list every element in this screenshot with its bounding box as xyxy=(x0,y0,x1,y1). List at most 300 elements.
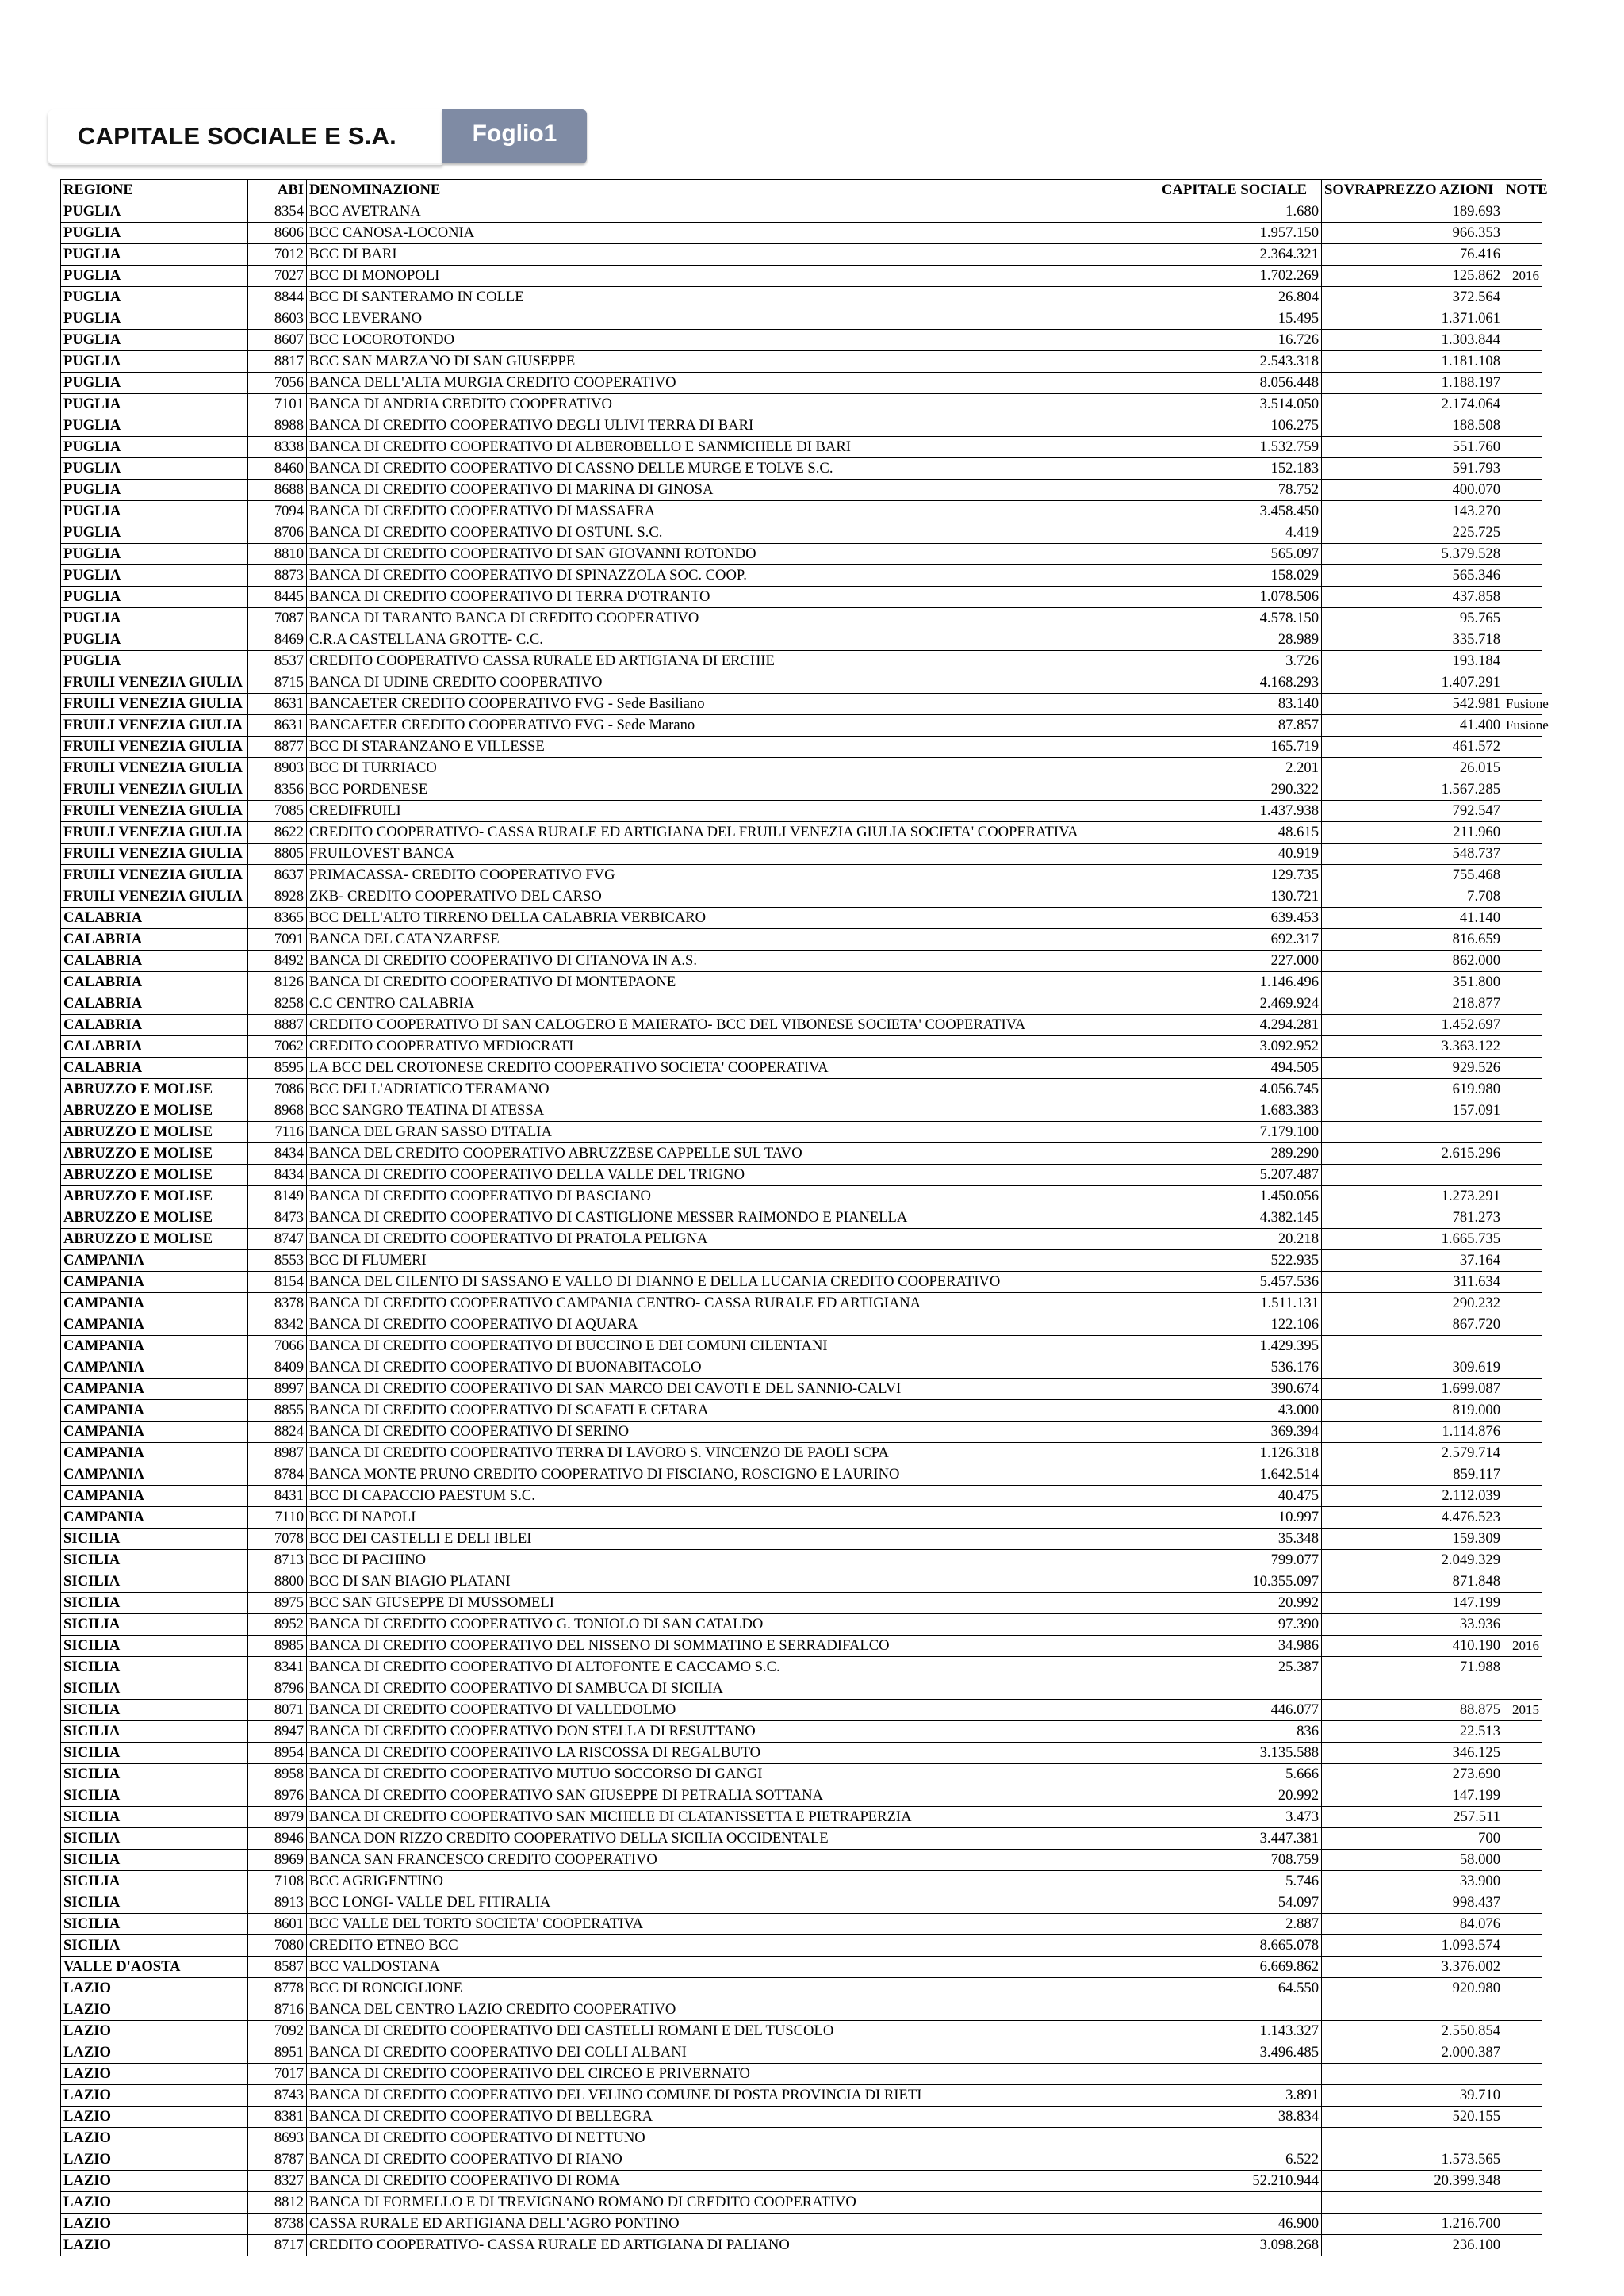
cell-regione: CALABRIA xyxy=(61,1058,248,1079)
cell-note xyxy=(1503,1507,1542,1529)
cell-sovraprezzo-azioni: 236.100 xyxy=(1322,2235,1503,2256)
cell-regione: LAZIO xyxy=(61,2064,248,2085)
table-row xyxy=(61,287,1542,308)
cell-denominazione: BANCA DI CREDITO COOPERATIVO DI ALTOFONTE E CACCAMO S.C. xyxy=(307,1657,1159,1678)
cell-sovraprezzo-azioni xyxy=(1322,2192,1503,2214)
cell-capitale-sociale: 2.364.321 xyxy=(1159,244,1322,266)
cell-note xyxy=(1503,1422,1542,1443)
cell-note xyxy=(1503,1229,1542,1250)
cell-sovraprezzo-azioni: 920.980 xyxy=(1322,1978,1503,1999)
cell-note xyxy=(1503,908,1542,929)
cell-note xyxy=(1503,1529,1542,1550)
table-row xyxy=(61,1250,1542,1272)
cell-sovraprezzo-azioni: 2.112.039 xyxy=(1322,1486,1503,1507)
cell-abi: 8951 xyxy=(248,2042,307,2064)
cell-denominazione: BCC VALDOSTANA xyxy=(307,1957,1159,1978)
cell-regione: CAMPANIA xyxy=(61,1336,248,1357)
cell-denominazione: C.R.A CASTELLANA GROTTE- C.C. xyxy=(307,629,1159,651)
cell-abi: 8979 xyxy=(248,1807,307,1828)
cell-note xyxy=(1503,1935,1542,1957)
cell-denominazione: BANCA DI TARANTO BANCA DI CREDITO COOPERATIVO xyxy=(307,608,1159,629)
cell-regione: FRUILI VENEZIA GIULIA xyxy=(61,865,248,886)
cell-capitale-sociale: 46.900 xyxy=(1159,2214,1322,2235)
cell-denominazione: BANCA DI CREDITO COOPERATIVO DI BUCCINO E DEI COMUNI CILENTANI xyxy=(307,1336,1159,1357)
cell-regione: PUGLIA xyxy=(61,480,248,501)
cell-capitale-sociale: 1.437.938 xyxy=(1159,801,1322,822)
cell-abi: 7086 xyxy=(248,1079,307,1100)
cell-abi: 7094 xyxy=(248,501,307,522)
cell-capitale-sociale: 40.475 xyxy=(1159,1486,1322,1507)
table-row xyxy=(61,2064,1542,2085)
cell-note xyxy=(1503,587,1542,608)
cell-sovraprezzo-azioni xyxy=(1322,1122,1503,1143)
cell-sovraprezzo-azioni: 4.476.523 xyxy=(1322,1507,1503,1529)
cell-sovraprezzo-azioni: 3.376.002 xyxy=(1322,1957,1503,1978)
cell-denominazione: BCC DI SANTERAMO IN COLLE xyxy=(307,287,1159,308)
cell-note xyxy=(1503,993,1542,1015)
cell-sovraprezzo-azioni: 257.511 xyxy=(1322,1807,1503,1828)
cell-regione: SICILIA xyxy=(61,1892,248,1914)
cell-regione: PUGLIA xyxy=(61,330,248,351)
cell-denominazione: BANCA DI CREDITO COOPERATIVO DI ALBEROBELLO E SANMICHELE DI BARI xyxy=(307,437,1159,458)
cell-capitale-sociale: 48.615 xyxy=(1159,822,1322,844)
cell-note xyxy=(1503,2128,1542,2149)
table-row xyxy=(61,544,1542,565)
cell-capitale-sociale: 708.759 xyxy=(1159,1850,1322,1871)
cell-denominazione: BANCA DI CREDITO COOPERATIVO DI SAN MARCO DEI CAVOTI E DEL SANNIO-CALVI xyxy=(307,1379,1159,1400)
cell-denominazione: PRIMACASSA- CREDITO COOPERATIVO FVG xyxy=(307,865,1159,886)
cell-sovraprezzo-azioni: 5.379.528 xyxy=(1322,544,1503,565)
cell-abi: 8537 xyxy=(248,651,307,672)
cell-regione: SICILIA xyxy=(61,1743,248,1764)
cell-sovraprezzo-azioni: 1.371.061 xyxy=(1322,308,1503,330)
cell-regione: CAMPANIA xyxy=(61,1486,248,1507)
cell-capitale-sociale: 1.642.514 xyxy=(1159,1464,1322,1486)
cell-abi: 8434 xyxy=(248,1165,307,1186)
cell-sovraprezzo-azioni: 84.076 xyxy=(1322,1914,1503,1935)
cell-abi: 8381 xyxy=(248,2107,307,2128)
table-row xyxy=(61,993,1542,1015)
cell-note xyxy=(1503,394,1542,415)
cell-capitale-sociale: 289.290 xyxy=(1159,1143,1322,1165)
cell-note xyxy=(1503,2171,1542,2192)
cell-sovraprezzo-azioni: 551.760 xyxy=(1322,437,1503,458)
cell-regione: FRUILI VENEZIA GIULIA xyxy=(61,844,248,865)
table-row xyxy=(61,2042,1542,2064)
cell-denominazione: BCC DI RONCIGLIONE xyxy=(307,1978,1159,1999)
table-row xyxy=(61,1015,1542,1036)
table-row xyxy=(61,1293,1542,1314)
cell-capitale-sociale: 38.834 xyxy=(1159,2107,1322,2128)
cell-sovraprezzo-azioni: 3.363.122 xyxy=(1322,1036,1503,1058)
cell-abi: 8946 xyxy=(248,1828,307,1850)
cell-regione: CAMPANIA xyxy=(61,1422,248,1443)
cell-sovraprezzo-azioni: 1.303.844 xyxy=(1322,330,1503,351)
cell-note xyxy=(1503,1914,1542,1935)
table-row xyxy=(61,1079,1542,1100)
cell-capitale-sociale: 43.000 xyxy=(1159,1400,1322,1422)
cell-note xyxy=(1503,779,1542,801)
table-row xyxy=(61,1871,1542,1892)
cell-denominazione: BANCA DELL'ALTA MURGIA CREDITO COOPERATIVO xyxy=(307,373,1159,394)
cell-sovraprezzo-azioni: 1.573.565 xyxy=(1322,2149,1503,2171)
table-row xyxy=(61,1978,1542,1999)
cell-note xyxy=(1503,201,1542,223)
cell-sovraprezzo-azioni: 159.309 xyxy=(1322,1529,1503,1550)
cell-capitale-sociale: 290.322 xyxy=(1159,779,1322,801)
table-row xyxy=(61,1593,1542,1614)
table-row xyxy=(61,266,1542,287)
table-row xyxy=(61,1764,1542,1785)
table-row xyxy=(61,201,1542,223)
cell-sovraprezzo-azioni: 2.000.387 xyxy=(1322,2042,1503,2064)
cell-sovraprezzo-azioni: 1.216.700 xyxy=(1322,2214,1503,2235)
table-row xyxy=(61,801,1542,822)
cell-capitale-sociale: 20.218 xyxy=(1159,1229,1322,1250)
cell-denominazione: BANCA DI CREDITO COOPERATIVO CAMPANIA CENTRO- CASSA RURALE ED ARTIGIANA xyxy=(307,1293,1159,1314)
cell-regione: PUGLIA xyxy=(61,201,248,223)
cell-sovraprezzo-azioni: 88.875 xyxy=(1322,1700,1503,1721)
cell-sovraprezzo-azioni: 20.399.348 xyxy=(1322,2171,1503,2192)
cell-abi: 8693 xyxy=(248,2128,307,2149)
cell-sovraprezzo-azioni: 58.000 xyxy=(1322,1850,1503,1871)
cell-regione: CAMPANIA xyxy=(61,1443,248,1464)
cell-abi: 8824 xyxy=(248,1422,307,1443)
cell-capitale-sociale: 26.804 xyxy=(1159,287,1322,308)
cell-denominazione: BCC CANOSA-LOCONIA xyxy=(307,223,1159,244)
cell-regione: CALABRIA xyxy=(61,1015,248,1036)
cell-denominazione: LA BCC DEL CROTONESE CREDITO COOPERATIVO SOCIETA' COOPERATIVA xyxy=(307,1058,1159,1079)
cell-regione: SICILIA xyxy=(61,1550,248,1571)
cell-capitale-sociale: 522.935 xyxy=(1159,1250,1322,1272)
table-header-row xyxy=(61,180,1542,201)
cell-denominazione: BCC DELL'ALTO TIRRENO DELLA CALABRIA VERBICARO xyxy=(307,908,1159,929)
cell-note xyxy=(1503,1293,1542,1314)
cell-regione: PUGLIA xyxy=(61,266,248,287)
cell-sovraprezzo-azioni: 95.765 xyxy=(1322,608,1503,629)
cell-regione: CAMPANIA xyxy=(61,1314,248,1336)
cell-capitale-sociale: 6.669.862 xyxy=(1159,1957,1322,1978)
table-row xyxy=(61,2085,1542,2107)
cell-note xyxy=(1503,1058,1542,1079)
cell-abi: 8844 xyxy=(248,287,307,308)
cell-denominazione: BANCA DI CREDITO COOPERATIVO DEL NISSENO DI SOMMATINO E SERRADIFALCO xyxy=(307,1636,1159,1657)
cell-sovraprezzo-azioni: 1.181.108 xyxy=(1322,351,1503,373)
cell-sovraprezzo-azioni: 26.015 xyxy=(1322,758,1503,779)
cell-regione: FRUILI VENEZIA GIULIA xyxy=(61,694,248,715)
cell-sovraprezzo-azioni: 346.125 xyxy=(1322,1743,1503,1764)
cell-denominazione: BANCA MONTE PRUNO CREDITO COOPERATIVO DI FISCIANO, ROSCIGNO E LAURINO xyxy=(307,1464,1159,1486)
cell-note xyxy=(1503,1036,1542,1058)
cell-capitale-sociale: 3.891 xyxy=(1159,2085,1322,2107)
cell-sovraprezzo-azioni: 1.452.697 xyxy=(1322,1015,1503,1036)
cell-sovraprezzo-azioni: 33.900 xyxy=(1322,1871,1503,1892)
cell-regione: LAZIO xyxy=(61,2128,248,2149)
cell-capitale-sociale: 122.106 xyxy=(1159,1314,1322,1336)
cell-note xyxy=(1503,1593,1542,1614)
cell-capitale-sociale: 40.919 xyxy=(1159,844,1322,865)
cell-capitale-sociale: 28.989 xyxy=(1159,629,1322,651)
table-row xyxy=(61,308,1542,330)
cell-abi: 8747 xyxy=(248,1229,307,1250)
table-row xyxy=(61,1336,1542,1357)
cell-capitale-sociale: 2.887 xyxy=(1159,1914,1322,1935)
cell-note xyxy=(1503,1272,1542,1293)
cell-sovraprezzo-azioni: 273.690 xyxy=(1322,1764,1503,1785)
cell-note xyxy=(1503,1550,1542,1571)
cell-capitale-sociale: 3.447.381 xyxy=(1159,1828,1322,1850)
cell-capitale-sociale: 1.450.056 xyxy=(1159,1186,1322,1207)
cell-denominazione: BCC LONGI- VALLE DEL FITIRALIA xyxy=(307,1892,1159,1914)
cell-capitale-sociale: 52.210.944 xyxy=(1159,2171,1322,2192)
cell-denominazione: BANCA DI CREDITO COOPERATIVO DI MARINA DI GINOSA xyxy=(307,480,1159,501)
cell-sovraprezzo-azioni: 929.526 xyxy=(1322,1058,1503,1079)
cell-abi: 8715 xyxy=(248,672,307,694)
cell-sovraprezzo-azioni xyxy=(1322,1165,1503,1186)
cell-regione: FRUILI VENEZIA GIULIA xyxy=(61,822,248,844)
cell-sovraprezzo-azioni: 2.049.329 xyxy=(1322,1550,1503,1571)
cell-sovraprezzo-azioni: 1.665.735 xyxy=(1322,1229,1503,1250)
cell-abi: 8877 xyxy=(248,737,307,758)
table-row xyxy=(61,1657,1542,1678)
cell-note xyxy=(1503,672,1542,694)
table-row xyxy=(61,629,1542,651)
table-row xyxy=(61,1357,1542,1379)
cell-regione: PUGLIA xyxy=(61,415,248,437)
cell-note xyxy=(1503,1250,1542,1272)
cell-abi: 8338 xyxy=(248,437,307,458)
cell-sovraprezzo-azioni: 1.093.574 xyxy=(1322,1935,1503,1957)
cell-abi: 7012 xyxy=(248,244,307,266)
cell-regione: SICILIA xyxy=(61,1935,248,1957)
cell-regione: LAZIO xyxy=(61,2149,248,2171)
cell-abi: 8987 xyxy=(248,1443,307,1464)
cell-regione: PUGLIA xyxy=(61,501,248,522)
cell-capitale-sociale: 565.097 xyxy=(1159,544,1322,565)
cell-denominazione: BCC LOCOROTONDO xyxy=(307,330,1159,351)
table-row xyxy=(61,1229,1542,1250)
cell-regione: LAZIO xyxy=(61,2171,248,2192)
cell-note xyxy=(1503,737,1542,758)
table-row xyxy=(61,330,1542,351)
cell-sovraprezzo-azioni: 372.564 xyxy=(1322,287,1503,308)
cell-regione: PUGLIA xyxy=(61,373,248,394)
cell-regione: PUGLIA xyxy=(61,223,248,244)
cell-regione: SICILIA xyxy=(61,1807,248,1828)
cell-regione: VALLE D'AOSTA xyxy=(61,1957,248,1978)
cell-note: 2016 xyxy=(1503,1636,1542,1657)
cell-note xyxy=(1503,2042,1542,2064)
cell-capitale-sociale: 836 xyxy=(1159,1721,1322,1743)
table-row xyxy=(61,1614,1542,1636)
cell-sovraprezzo-azioni: 218.877 xyxy=(1322,993,1503,1015)
cell-note xyxy=(1503,415,1542,437)
cell-sovraprezzo-azioni: 867.720 xyxy=(1322,1314,1503,1336)
cell-note xyxy=(1503,2107,1542,2128)
cell-regione: CAMPANIA xyxy=(61,1293,248,1314)
cell-note: 2016 xyxy=(1503,266,1542,287)
cell-denominazione: BCC DEI CASTELLI E DELI IBLEI xyxy=(307,1529,1159,1550)
cell-regione: LAZIO xyxy=(61,2235,248,2256)
cell-regione: FRUILI VENEZIA GIULIA xyxy=(61,758,248,779)
column-header-regione: REGIONE xyxy=(61,180,248,201)
cell-capitale-sociale: 3.458.450 xyxy=(1159,501,1322,522)
cell-capitale-sociale: 1.957.150 xyxy=(1159,223,1322,244)
cell-note xyxy=(1503,373,1542,394)
cell-denominazione: BANCA DI CREDITO COOPERATIVO DI SAN GIOVANNI ROTONDO xyxy=(307,544,1159,565)
cell-sovraprezzo-azioni: 1.407.291 xyxy=(1322,672,1503,694)
cell-capitale-sociale: 1.078.506 xyxy=(1159,587,1322,608)
cell-regione: SICILIA xyxy=(61,1614,248,1636)
cell-abi: 8887 xyxy=(248,1015,307,1036)
cell-sovraprezzo-azioni: 1.273.291 xyxy=(1322,1186,1503,1207)
cell-denominazione: BANCA DI CREDITO COOPERATIVO DI SERINO xyxy=(307,1422,1159,1443)
cell-regione: PUGLIA xyxy=(61,458,248,480)
table-row xyxy=(61,608,1542,629)
cell-regione: FRUILI VENEZIA GIULIA xyxy=(61,672,248,694)
cell-sovraprezzo-azioni: 1.699.087 xyxy=(1322,1379,1503,1400)
cell-note xyxy=(1503,1614,1542,1636)
table-row xyxy=(61,972,1542,993)
cell-regione: ABRUZZO E MOLISE xyxy=(61,1165,248,1186)
cell-sovraprezzo-azioni: 335.718 xyxy=(1322,629,1503,651)
cell-sovraprezzo-azioni xyxy=(1322,2064,1503,2085)
cell-note xyxy=(1503,2064,1542,2085)
cell-regione: PUGLIA xyxy=(61,587,248,608)
cell-note xyxy=(1503,1871,1542,1892)
cell-denominazione: BANCA DI CREDITO COOPERATIVO LA RISCOSSA DI REGALBUTO xyxy=(307,1743,1159,1764)
cell-capitale-sociale: 1.143.327 xyxy=(1159,2021,1322,2042)
cell-capitale-sociale: 54.097 xyxy=(1159,1892,1322,1914)
cell-denominazione: BANCA DI CREDITO COOPERATIVO DI SCAFATI E CETARA xyxy=(307,1400,1159,1422)
cell-denominazione: BANCA DI CREDITO COOPERATIVO SAN MICHELE DI CLATANISSETTA E PIETRAPERZIA xyxy=(307,1807,1159,1828)
cell-note xyxy=(1503,1464,1542,1486)
cell-denominazione: CREDITO COOPERATIVO DI SAN CALOGERO E MAIERATO- BCC DEL VIBONESE SOCIETA' COOPERATIVA xyxy=(307,1015,1159,1036)
cell-sovraprezzo-azioni: 22.513 xyxy=(1322,1721,1503,1743)
cell-abi: 8356 xyxy=(248,779,307,801)
table-row xyxy=(61,1486,1542,1507)
cell-regione: PUGLIA xyxy=(61,437,248,458)
cell-denominazione: BANCA DEL CENTRO LAZIO CREDITO COOPERATIVO xyxy=(307,1999,1159,2021)
cell-capitale-sociale: 639.453 xyxy=(1159,908,1322,929)
cell-denominazione: BCC SAN MARZANO DI SAN GIUSEPPE xyxy=(307,351,1159,373)
table-row xyxy=(61,1571,1542,1593)
cell-capitale-sociale: 3.092.952 xyxy=(1159,1036,1322,1058)
cell-abi: 8607 xyxy=(248,330,307,351)
cell-abi: 8469 xyxy=(248,629,307,651)
cell-note xyxy=(1503,1978,1542,1999)
cell-sovraprezzo-azioni: 816.659 xyxy=(1322,929,1503,951)
cell-sovraprezzo-azioni: 1.114.876 xyxy=(1322,1422,1503,1443)
table-row xyxy=(61,1464,1542,1486)
cell-capitale-sociale: 152.183 xyxy=(1159,458,1322,480)
cell-sovraprezzo-azioni: 619.980 xyxy=(1322,1079,1503,1100)
cell-capitale-sociale: 5.457.536 xyxy=(1159,1272,1322,1293)
cell-regione: ABRUZZO E MOLISE xyxy=(61,1229,248,1250)
cell-denominazione: ZKB- CREDITO COOPERATIVO DEL CARSO xyxy=(307,886,1159,908)
table-row xyxy=(61,587,1542,608)
cell-note xyxy=(1503,1850,1542,1871)
cell-regione: CALABRIA xyxy=(61,929,248,951)
cell-abi: 8434 xyxy=(248,1143,307,1165)
cell-denominazione: BANCA DI CREDITO COOPERATIVO DI OSTUNI. S.C. xyxy=(307,522,1159,544)
cell-sovraprezzo-azioni: 700 xyxy=(1322,1828,1503,1850)
cell-abi: 8706 xyxy=(248,522,307,544)
cell-abi: 8342 xyxy=(248,1314,307,1336)
cell-regione: LAZIO xyxy=(61,1999,248,2021)
cell-denominazione: BANCA DI CREDITO COOPERATIVO TERRA DI LAVORO S. VINCENZO DE PAOLI SCPA xyxy=(307,1443,1159,1464)
cell-capitale-sociale: 7.179.100 xyxy=(1159,1122,1322,1143)
cell-capitale-sociale: 130.721 xyxy=(1159,886,1322,908)
cell-capitale-sociale: 3.473 xyxy=(1159,1807,1322,1828)
table-row xyxy=(61,1636,1542,1657)
cell-capitale-sociale: 6.522 xyxy=(1159,2149,1322,2171)
cell-capitale-sociale: 1.511.131 xyxy=(1159,1293,1322,1314)
cell-note xyxy=(1503,865,1542,886)
cell-abi: 8071 xyxy=(248,1700,307,1721)
cell-sovraprezzo-azioni: 781.273 xyxy=(1322,1207,1503,1229)
cell-note xyxy=(1503,1207,1542,1229)
sheet-tab-foglio1[interactable] xyxy=(442,109,587,163)
cell-note xyxy=(1503,1165,1542,1186)
cell-note xyxy=(1503,1015,1542,1036)
cell-denominazione: BANCA DI CREDITO COOPERATIVO DEL VELINO COMUNE DI POSTA PROVINCIA DI RIETI xyxy=(307,2085,1159,2107)
cell-capitale-sociale xyxy=(1159,2064,1322,2085)
cell-regione: LAZIO xyxy=(61,2192,248,2214)
cell-note xyxy=(1503,1957,1542,1978)
table-row xyxy=(61,2021,1542,2042)
cell-denominazione: CREDITO COOPERATIVO MEDIOCRATI xyxy=(307,1036,1159,1058)
cell-capitale-sociale: 97.390 xyxy=(1159,1614,1322,1636)
cell-capitale-sociale: 25.387 xyxy=(1159,1657,1322,1678)
cell-regione: LAZIO xyxy=(61,2214,248,2235)
cell-sovraprezzo-azioni: 998.437 xyxy=(1322,1892,1503,1914)
cell-capitale-sociale: 2.543.318 xyxy=(1159,351,1322,373)
cell-capitale-sociale: 35.348 xyxy=(1159,1529,1322,1550)
cell-denominazione: BANCA DI CREDITO COOPERATIVO DI TERRA D'OTRANTO xyxy=(307,587,1159,608)
cell-note xyxy=(1503,1443,1542,1464)
cell-regione: CAMPANIA xyxy=(61,1272,248,1293)
cell-sovraprezzo-azioni: 819.000 xyxy=(1322,1400,1503,1422)
cell-capitale-sociale: 5.207.487 xyxy=(1159,1165,1322,1186)
table-row xyxy=(61,1036,1542,1058)
cell-regione: CALABRIA xyxy=(61,908,248,929)
cell-denominazione: BANCA DI CREDITO COOPERATIVO DI BELLEGRA xyxy=(307,2107,1159,2128)
cell-regione: SICILIA xyxy=(61,1828,248,1850)
cell-regione: SICILIA xyxy=(61,1657,248,1678)
cell-capitale-sociale: 158.029 xyxy=(1159,565,1322,587)
cell-abi: 8976 xyxy=(248,1785,307,1807)
cell-sovraprezzo-azioni: 147.199 xyxy=(1322,1785,1503,1807)
cell-sovraprezzo-azioni: 189.693 xyxy=(1322,201,1503,223)
cell-abi: 8784 xyxy=(248,1464,307,1486)
cell-sovraprezzo-azioni: 1.188.197 xyxy=(1322,373,1503,394)
cell-sovraprezzo-azioni: 966.353 xyxy=(1322,223,1503,244)
cell-abi: 8958 xyxy=(248,1764,307,1785)
cell-note xyxy=(1503,244,1542,266)
cell-capitale-sociale: 390.674 xyxy=(1159,1379,1322,1400)
cell-denominazione: BANCA DI CREDITO COOPERATIVO SAN GIUSEPPE DI PETRALIA SOTTANA xyxy=(307,1785,1159,1807)
cell-regione: SICILIA xyxy=(61,1636,248,1657)
cell-denominazione: BANCA DI FORMELLO E DI TREVIGNANO ROMANO DI CREDITO COOPERATIVO xyxy=(307,2192,1159,2214)
cell-note xyxy=(1503,437,1542,458)
cell-sovraprezzo-azioni: 351.800 xyxy=(1322,972,1503,993)
cell-abi: 8810 xyxy=(248,544,307,565)
cell-regione: PUGLIA xyxy=(61,308,248,330)
cell-regione: SICILIA xyxy=(61,1700,248,1721)
cell-note xyxy=(1503,565,1542,587)
cell-sovraprezzo-azioni xyxy=(1322,1678,1503,1700)
